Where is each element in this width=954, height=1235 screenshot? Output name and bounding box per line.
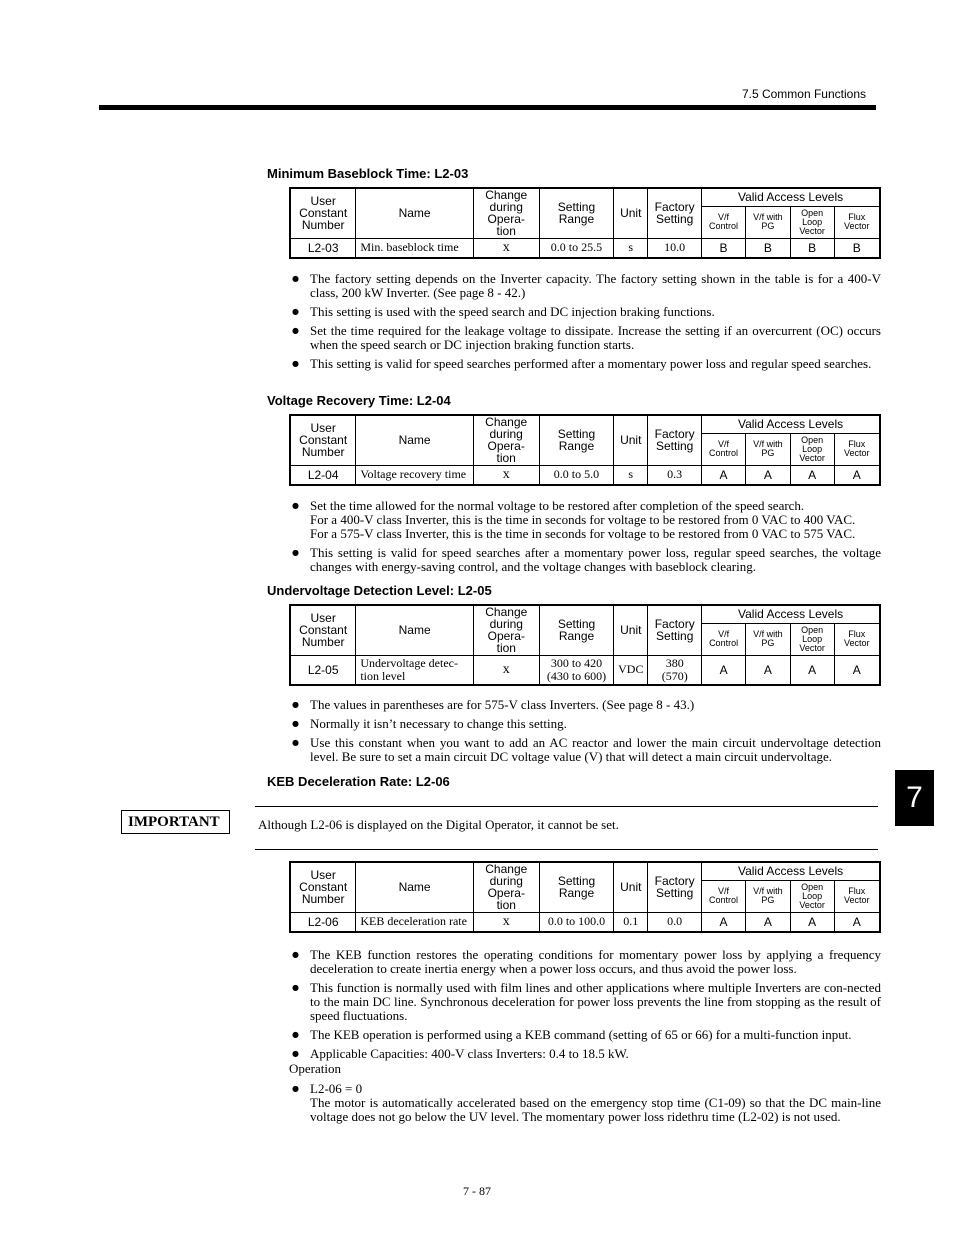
col-header-name: Name — [356, 862, 474, 912]
col-header-access-level — [790, 206, 834, 238]
text-line: Vector — [799, 225, 825, 236]
text-line: Range — [558, 212, 595, 227]
text-line: User — [310, 421, 336, 436]
text-line: Flux — [848, 439, 866, 449]
text-line: ● Set the time allowed for the normal voltage to be restored after completion of the speed search. — [310, 498, 805, 513]
text-line: during — [489, 617, 523, 632]
col-header-factory-setting — [648, 188, 702, 238]
cell-unit: VDC — [614, 655, 648, 685]
cell-constant-number: L2-04 — [290, 465, 356, 485]
cell-access-level: A — [834, 912, 880, 932]
cell-constant-number: L2-06 — [290, 912, 356, 932]
col-header-access-level — [745, 880, 790, 912]
text-line: Loop — [802, 443, 823, 454]
bullet-list — [291, 272, 881, 376]
text-line: Setting — [655, 212, 694, 227]
col-header-change-during-operation — [473, 605, 539, 655]
section-heading: KEB Deceleration Rate: L2-06 — [267, 774, 450, 789]
text-line: For a 400-V class Inverter, this is the time in seconds for voltage to be restored from 0 VAC to 400 VAC. — [310, 512, 856, 527]
cell-access-level: A — [834, 655, 880, 685]
bullet-list — [291, 499, 881, 579]
col-header-setting-range — [539, 188, 614, 238]
text-line: Open — [801, 207, 824, 218]
col-header-valid-access-levels: Valid Access Levels — [702, 605, 880, 623]
text-line: Constant — [299, 623, 348, 638]
text-line: PG — [761, 895, 775, 905]
text-line: PG — [761, 638, 775, 648]
col-header-access-level — [702, 206, 746, 238]
col-header-access-level — [834, 623, 880, 655]
bullet-item: ● The KEB function restores the operating conditions for momentary power loss by applying a frequency deceleration to create inertia energy when a power loss occurs, and thus avoid the power loss. — [291, 948, 881, 976]
text-line: Range — [558, 886, 595, 901]
bullet-item: ● Use this constant when you want to add an AC reactor and lower the main circuit undervoltage detection level. Be sure to set a main circuit DC voltage value (V) that will detect a main circuit undervoltage. — [291, 736, 881, 764]
text-line: For a 575-V class Inverter, this is the time in seconds for voltage to be restored from 0 VAC to 575 VAC. — [310, 526, 856, 541]
important-text: Although L2-06 is displayed on the Digital Operator, it cannot be set. — [258, 817, 619, 832]
text-line: Opera- — [487, 629, 525, 644]
col-header-access-level — [790, 623, 834, 655]
text-line: PG — [761, 221, 775, 231]
col-header-setting-range — [539, 605, 614, 655]
text-line: Opera- — [487, 886, 525, 901]
text-line: Factory — [654, 200, 695, 215]
col-header-name: Name — [356, 415, 473, 465]
cell-access-level: A — [745, 465, 790, 485]
text-line: Vector — [844, 638, 870, 648]
cell-setting-range — [539, 912, 614, 932]
cell-factory-setting — [648, 655, 702, 685]
text-line: Flux — [848, 629, 866, 639]
section-heading: Minimum Baseblock Time: L2-03 — [267, 166, 469, 181]
operation-item: ● L2-06 = 0 — [291, 1082, 881, 1096]
text-line: Setting — [557, 427, 596, 442]
text-line: Constant — [299, 880, 348, 895]
col-header-access-level — [702, 623, 746, 655]
text-line: V/f with — [753, 212, 783, 222]
cell-access-level: A — [790, 465, 834, 485]
text-line: during — [489, 427, 523, 442]
text-line: Control — [709, 638, 739, 648]
text-line: Change — [485, 605, 528, 620]
col-header-factory-setting — [648, 605, 702, 655]
text-line: Constant — [299, 433, 348, 448]
col-header-access-level — [745, 433, 790, 465]
col-header-setting-range — [539, 415, 614, 465]
col-header-user-constant-number — [290, 605, 356, 655]
cell-factory-setting — [648, 912, 702, 932]
bullet-item: ● This setting is used with the speed search and DC injection braking functions. — [291, 305, 881, 319]
col-header-access-level — [834, 433, 880, 465]
parameter-table — [289, 861, 881, 933]
cell-name — [356, 238, 473, 258]
text-line: Vector — [799, 642, 825, 653]
text-line: Factory — [654, 427, 695, 442]
cell-factory-setting — [648, 465, 702, 485]
cell-setting-range — [539, 465, 614, 485]
col-header-user-constant-number — [290, 415, 356, 465]
text-line: Loop — [802, 633, 823, 644]
col-header-unit: Unit — [614, 605, 648, 655]
text-line: Vector — [799, 452, 825, 463]
cell-change-during-operation: x — [473, 912, 539, 932]
cell-setting-range — [539, 655, 614, 685]
cell-access-level: B — [702, 238, 746, 258]
text-line: 10.0 — [664, 240, 686, 255]
cell-access-level: A — [834, 465, 880, 485]
bullet-item: ● Set the time required for the leakage voltage to dissipate. Increase the setting if an overcurrent (OC) occurs when the speed search or DC injection braking function starts. — [291, 324, 881, 352]
important-rule-bottom — [255, 849, 878, 850]
cell-name — [356, 912, 474, 932]
text-line: Vector — [844, 221, 870, 231]
important-label: IMPORTANT — [121, 810, 230, 834]
text-line: Vector — [844, 448, 870, 458]
text-line: Change — [485, 188, 528, 203]
text-line: Number — [301, 635, 345, 650]
col-header-change-during-operation — [473, 415, 539, 465]
text-line: V/f with — [753, 439, 783, 449]
cell-access-level: B — [834, 238, 880, 258]
col-header-access-level — [834, 880, 880, 912]
parameter-table — [289, 187, 881, 259]
bullet-list — [291, 948, 881, 1066]
col-header-access-level — [702, 880, 746, 912]
bullet-item: ● This setting is valid for speed searches performed after a momentary power loss and regular speed searches. — [291, 357, 881, 371]
text-line: Opera- — [487, 212, 525, 227]
text-line: Setting — [557, 617, 596, 632]
text-line: Control — [709, 221, 739, 231]
text-line: PG — [761, 448, 775, 458]
text-line: (570) — [661, 668, 688, 683]
col-header-access-level — [790, 433, 834, 465]
cell-change-during-operation: x — [473, 655, 539, 685]
cell-access-level: A — [790, 655, 834, 685]
text-line: Open — [801, 881, 824, 892]
bullet-item: ● The values in parentheses are for 575-V class Inverters. (See page 8 - 43.) — [291, 698, 881, 712]
text-line: Constant — [299, 206, 348, 221]
bullet-item — [291, 499, 881, 541]
col-header-access-level — [746, 623, 791, 655]
text-line: Control — [709, 448, 739, 458]
text-line: 0.0 to 25.5 — [550, 240, 603, 255]
text-line: tion — [496, 641, 516, 656]
text-line: User — [310, 194, 336, 209]
bullet-list — [291, 698, 881, 769]
bullet-item: ● Normally it isn’t necessary to change this setting. — [291, 717, 881, 731]
bullet-item: ● The factory setting depends on the Inverter capacity. The factory setting shown in the table is for a 400-V class, 200 kW Inverter. (See page 8 - 42.) — [291, 272, 881, 300]
header-rule — [99, 105, 876, 110]
cell-unit: s — [614, 465, 648, 485]
col-header-change-during-operation — [473, 862, 539, 912]
text-line: Factory — [654, 874, 695, 889]
text-line: tion — [496, 451, 516, 466]
cell-access-level: A — [790, 912, 834, 932]
text-line: Factory — [654, 617, 695, 632]
text-line: Flux — [848, 886, 866, 896]
col-header-valid-access-levels: Valid Access Levels — [702, 415, 880, 433]
bullet-item: ● Applicable Capacities: 400-V class Inverters: 0.4 to 18.5 kW. — [291, 1047, 881, 1061]
col-header-user-constant-number — [290, 862, 356, 912]
text-line: Loop — [802, 216, 823, 227]
col-header-valid-access-levels: Valid Access Levels — [702, 188, 880, 206]
col-header-access-level — [702, 433, 746, 465]
col-header-change-during-operation — [473, 188, 539, 238]
text-line: 0.3 — [667, 467, 683, 482]
text-line: V/f — [718, 629, 730, 639]
cell-factory-setting — [648, 238, 702, 258]
text-line: (430 to 600) — [546, 668, 607, 683]
text-line: User — [310, 868, 336, 883]
cell-name — [356, 655, 474, 685]
text-line: tion — [496, 224, 516, 239]
col-header-unit: Unit — [614, 188, 648, 238]
parameter-table — [289, 604, 881, 686]
col-header-name: Name — [356, 188, 473, 238]
text-line: Change — [485, 862, 528, 877]
cell-setting-range — [539, 238, 614, 258]
text-line: Range — [558, 629, 595, 644]
text-line: 300 to 420 — [550, 655, 603, 670]
cell-unit: 0.1 — [614, 912, 648, 932]
text-line: Range — [558, 439, 595, 454]
text-line: Setting — [557, 874, 596, 889]
bullet-item: ● The KEB operation is performed using a KEB command (setting of 65 or 66) for a multi-function input. — [291, 1028, 881, 1042]
text-line: Open — [801, 434, 824, 445]
text-line: during — [489, 200, 523, 215]
text-line: Vector — [799, 899, 825, 910]
col-header-name: Name — [356, 605, 474, 655]
text-line: Setting — [655, 439, 694, 454]
bullet-item: ● This function is normally used with film lines and other applications where multiple Inverters are con-nected to the main DC line. Synchronous deceleration for power loss prevents the line from stopping as the result of speed fluctuations. — [291, 981, 881, 1023]
text-line: Min. baseblock time — [360, 240, 459, 255]
cell-name — [356, 465, 473, 485]
cell-access-level: A — [745, 912, 790, 932]
text-line: V/f with — [753, 629, 783, 639]
operation-block — [291, 1082, 881, 1124]
col-header-setting-range — [539, 862, 614, 912]
col-header-access-level — [790, 880, 834, 912]
text-line: Number — [301, 445, 345, 460]
text-line: V/f — [718, 212, 730, 222]
cell-access-level: B — [745, 238, 790, 258]
col-header-factory-setting — [648, 415, 702, 465]
col-header-factory-setting — [648, 862, 702, 912]
text-line: during — [489, 874, 523, 889]
text-line: Setting — [557, 200, 596, 215]
text-line: 380 — [665, 655, 684, 670]
text-line: Control — [709, 895, 739, 905]
text-line: V/f — [718, 886, 730, 896]
text-line: User — [310, 611, 336, 626]
text-line: tion level — [360, 668, 406, 683]
cell-constant-number: L2-03 — [290, 238, 356, 258]
text-line: V/f — [718, 439, 730, 449]
section-heading: Voltage Recovery Time: L2-04 — [267, 393, 451, 408]
col-header-access-level — [745, 206, 790, 238]
bullet-item: ● This setting is valid for speed searches after a momentary power loss, regular speed searches, the voltage changes with energy-saving control, and the voltage changes with baseblock clearing. — [291, 546, 881, 574]
text-line: Setting — [655, 886, 694, 901]
running-header: 7.5 Common Functions — [741, 87, 866, 101]
text-line: Flux — [848, 212, 866, 222]
page-number: 7 - 87 — [463, 1184, 491, 1198]
text-line: V/f with — [753, 886, 783, 896]
text-line: Setting — [656, 629, 694, 644]
parameter-table — [289, 414, 881, 486]
cell-access-level: B — [790, 238, 834, 258]
col-header-unit: Unit — [614, 415, 648, 465]
cell-change-during-operation: x — [473, 465, 539, 485]
col-header-unit: Unit — [614, 862, 648, 912]
text-line: 0.0 to 5.0 — [553, 467, 600, 482]
text-line: Change — [485, 415, 528, 430]
cell-access-level: A — [702, 912, 746, 932]
text-line: Loop — [802, 890, 823, 901]
text-line: 0.0 — [667, 914, 683, 929]
cell-access-level: A — [702, 655, 746, 685]
cell-access-level: A — [746, 655, 791, 685]
text-line: KEB deceleration rate — [360, 914, 467, 929]
cell-constant-number: L2-05 — [290, 655, 356, 685]
col-header-valid-access-levels: Valid Access Levels — [702, 862, 880, 880]
chapter-tab: 7 — [895, 770, 934, 826]
cell-unit: s — [614, 238, 648, 258]
text-line: tion — [496, 898, 516, 913]
col-header-access-level — [834, 206, 880, 238]
operation-label: Operation — [289, 1061, 341, 1076]
section-heading: Undervoltage Detection Level: L2-05 — [267, 583, 492, 598]
cell-access-level: A — [702, 465, 746, 485]
text-line: Number — [301, 218, 345, 233]
text-line: Undervoltage detec- — [360, 655, 458, 670]
col-header-user-constant-number — [290, 188, 356, 238]
text-line: Vector — [844, 895, 870, 905]
text-line: Opera- — [487, 439, 525, 454]
cell-change-during-operation: x — [473, 238, 539, 258]
operation-description: The motor is automatically accelerated based on the emergency stop time (C1-09) so that the DC main-line voltage does not go below the UV level. The momentary power loss ridethru time (L2-02) is not used. — [310, 1095, 881, 1124]
text-line: Number — [301, 892, 345, 907]
important-rule-top — [255, 806, 878, 807]
text-line: 0.0 to 100.0 — [547, 914, 606, 929]
text-line: Open — [801, 624, 824, 635]
text-line: Voltage recovery time — [360, 467, 467, 482]
